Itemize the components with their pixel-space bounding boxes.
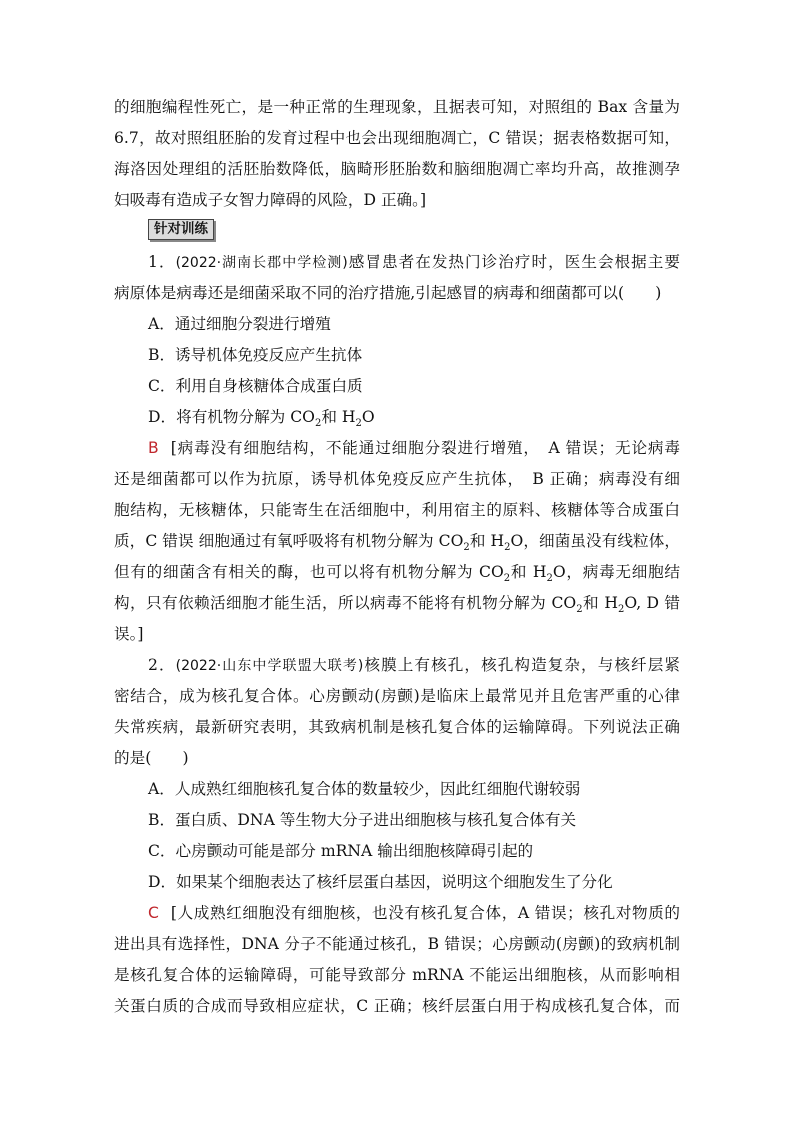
q1-explanation-line-5: 但有的细菌含有相关的酶，也可以将有机物分解为 $CO_2$和 $H_2O$，病毒无细胞结 [114,563,680,585]
q2-explanation-line-4: 关蛋白质的合成而导致相应症状，C 正确；核纤层蛋白用于构成核孔复合体，而 [114,997,680,1015]
q2-stem-line-3: 失常疾病，最新研究表明，其致病机制是核孔复合体的运输障碍。下列说法正确 [114,718,680,736]
q2-stem-line-2: 密结合，成为核孔复合体。心房颤动(房颤)是临床上最常见并且危害严重的心律 [114,687,680,705]
q1-stem-line-1 [114,247,680,278]
q1-explanation-line-3: 胞结构，无核糖体，只能寄生在活细胞中，利用宿主的原料、核糖体等合成蛋白 [114,501,680,519]
q1-source: (2022·湖南长郡中学检测) [175,255,348,271]
q2-answer: C [148,904,159,922]
q2-explanation-line-3: 是核孔复合体的运输障碍，可能导致部分 mRNA 不能运出细胞核，从而影响相 [114,966,680,984]
q2-option-c: C．心房颤动可能是部分 mRNA 输出细胞核障碍引起的 [148,842,534,860]
q2-number: 2． [148,656,176,674]
q2-stem-line-4: 的是( ) [114,749,189,767]
section-label-row [114,216,680,247]
q2-source: (2022·山东中学联盟大联考) [175,658,364,674]
q1-answer: B [148,439,159,457]
q1-explanation-line-4: 质，C 错误 细胞通过有氧呼吸将有机物分解为 $CO_2$和 $H_2O$，细菌虽没有线粒体， [114,532,680,554]
intro-line-1: 的细胞编程性死亡，是一种正常的生理现象，且据表可知，对照组的 Bax 含量为 [114,98,680,116]
q1-stem-text-1: 感冒患者在发热门诊治疗时，医生会根据主要 [347,253,680,271]
q1-number: 1． [148,253,176,271]
q1-explanation-line-6: 构，只有依赖活细胞才能生活，所以病毒不能将有机物分解为 $CO_2$和 $H_2O$, D 错 [114,594,680,616]
q1-explanation-line-7: 误。] [114,625,144,643]
q2-explanation-line-1: C [人成熟红细胞没有细胞核，也没有核孔复合体，A 错误；核孔对物质的 [148,904,680,922]
q1-explanation-line-2: 还是细菌都可以作为抗原，诱导机体免疫反应产生抗体， B 正确；病毒没有细 [114,470,680,488]
q1-explanation-line-1: B [病毒没有细胞结构，不能通过细胞分裂进行增殖， A 错误；无论病毒 [148,439,680,457]
q2-stem-text-1: 核膜上有核孔，核孔构造复杂，与核纤层紧 [363,656,680,674]
q2-explanation-line-2: 进出具有选择性，DNA 分子不能通过核孔，B 错误；心房颤动(房颤)的致病机制 [114,935,680,953]
q1-option-a: A．通过细胞分裂进行增殖 [148,315,331,333]
q1-option-b: B．诱导机体免疫反应产生抗体 [148,346,363,364]
intro-line-2: 6.7，故对照组胚胎的发育过程中也会出现细胞凋亡，C 错误；据表格数据可知， [114,129,680,147]
section-label: 针对训练 [148,219,214,240]
q1-option-c: C．利用自身核糖体合成蛋白质 [148,377,363,395]
document-page [114,92,680,1022]
intro-line-4: 妇吸毒有造成子女智力障碍的风险，D 正确。] [114,191,427,209]
q2-stem-line-1 [114,650,680,681]
intro-line-3: 海洛因处理组的活胚胎数降低，脑畸形胚胎数和脑细胞凋亡率均升高，故推测孕 [114,160,680,178]
q2-option-d: D．如果某个细胞表达了核纤层蛋白基因，说明这个细胞发生了分化 [148,873,613,891]
q1-stem-line-2: 病原体是病毒还是细菌采取不同的治疗措施,引起感冒的病毒和细菌都可以( ) [114,284,662,302]
q2-option-b: B．蛋白质、DNA 等生物大分子进出细胞核与核孔复合体有关 [148,811,577,829]
q1-option-d: D．将有机物分解为 $CO_2$和 $H_2O$ [148,408,375,430]
q2-option-a: A．人成熟红细胞核孔复合体的数量较少，因此红细胞代谢较弱 [148,780,581,798]
